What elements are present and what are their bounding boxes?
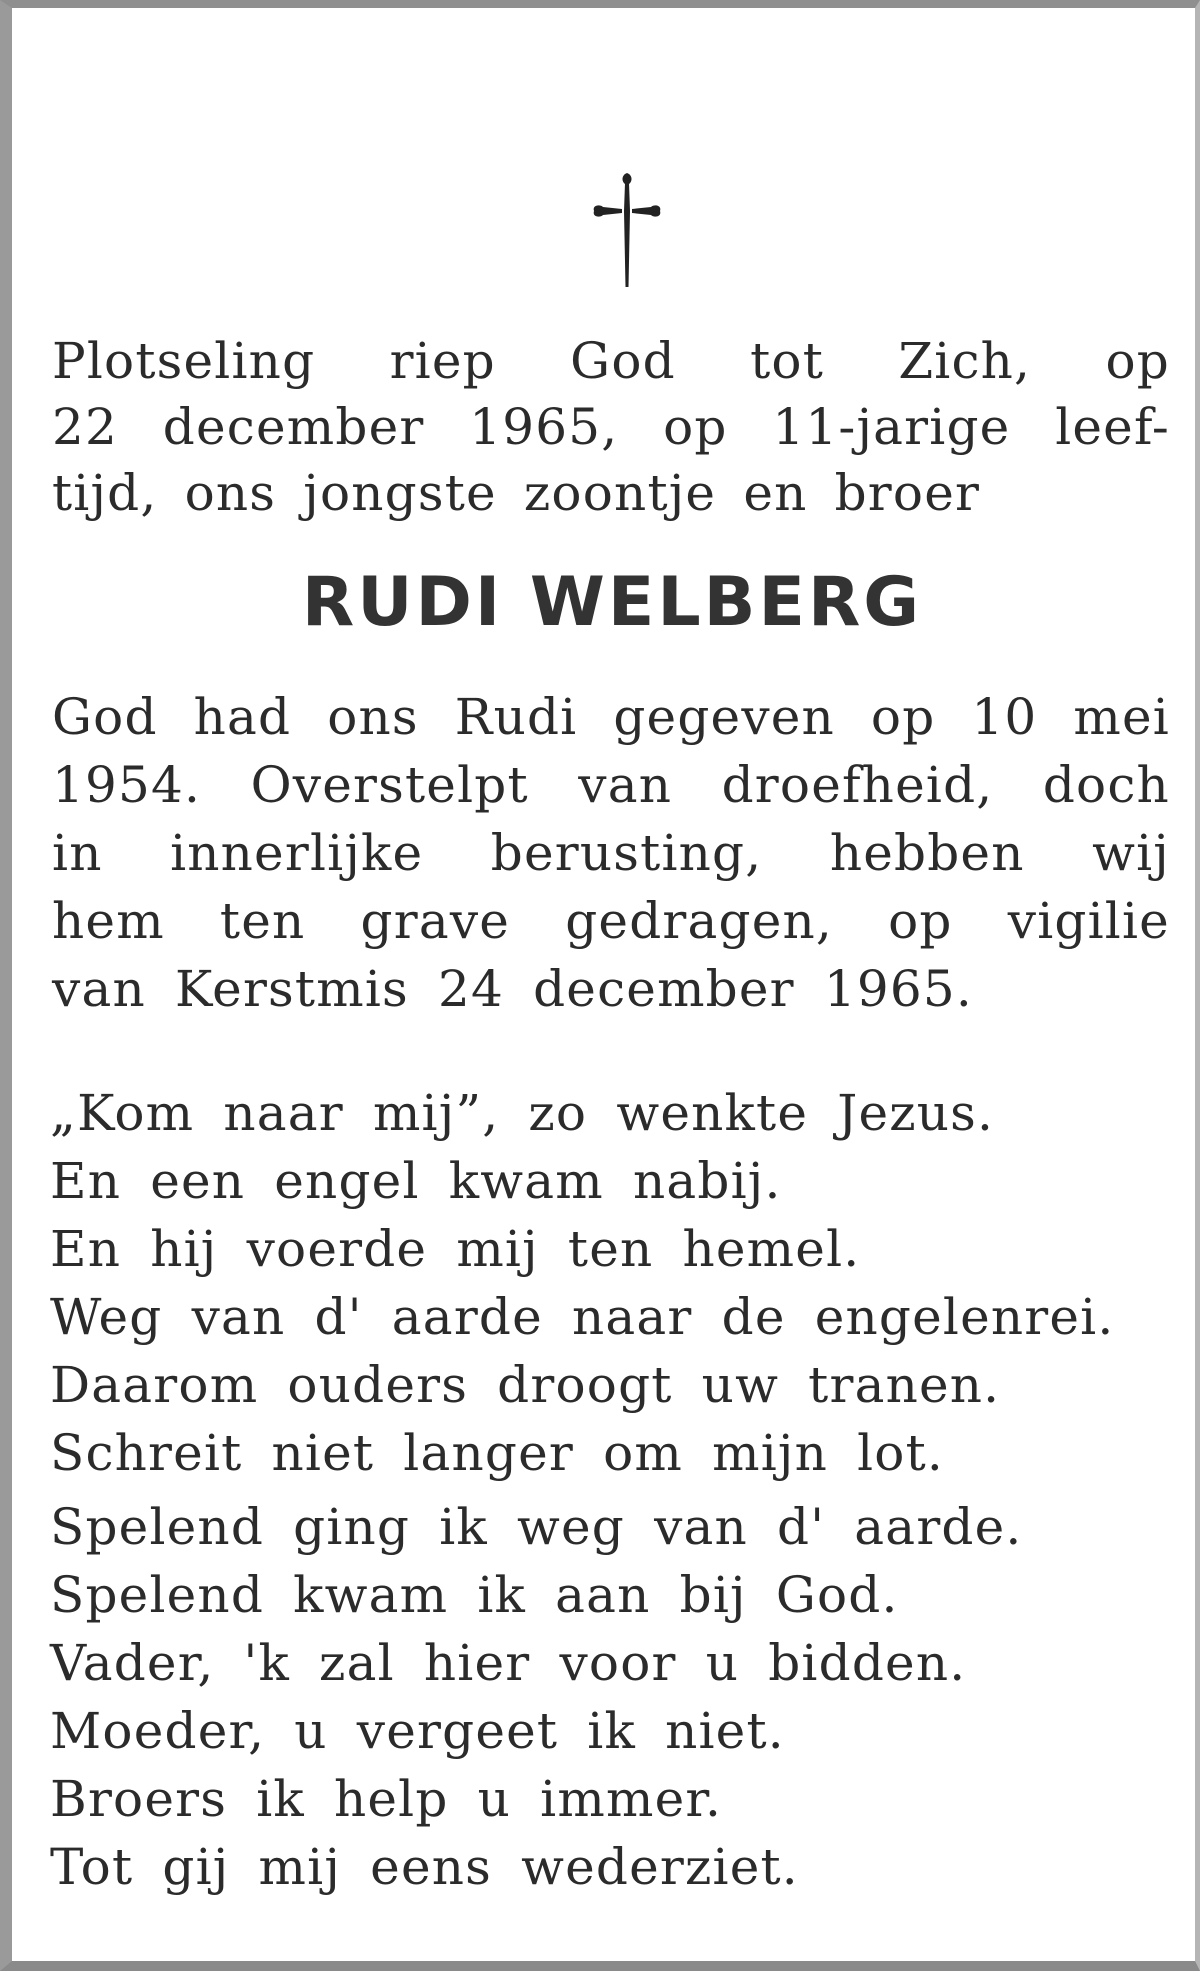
word: vigilie (1007, 892, 1170, 950)
word: van (578, 756, 673, 814)
details-line-2 (52, 752, 1170, 818)
word: december (162, 398, 425, 456)
poem-line: En hij voerde mij ten hemel. (50, 1220, 861, 1278)
word: op (870, 688, 936, 746)
word: ten (219, 892, 306, 950)
poem-line: „Kom naar mij”, zo wenkte Jezus. (50, 1084, 995, 1142)
announcement-line-3: tijd, ons jongste zoontje en broer (52, 464, 981, 522)
word: ons (327, 688, 419, 746)
word: innerlijke (170, 824, 424, 882)
word: in (52, 824, 103, 882)
poem-line: Daarom ouders droogt uw tranen. (50, 1356, 1001, 1414)
details-line-5: van Kerstmis 24 december 1965. (52, 960, 974, 1018)
word: gedragen, (565, 892, 834, 950)
poem-line: Spelend kwam ik aan bij God. (50, 1566, 899, 1624)
word: Zich, (898, 332, 1032, 390)
word: hem (52, 892, 165, 950)
word: 1954. (52, 756, 202, 814)
word: berusting, (490, 824, 763, 882)
word: riep (389, 332, 496, 390)
word: hebben (829, 824, 1025, 882)
word: 22 (52, 398, 119, 456)
poem-line: Broers ik help u immer. (50, 1770, 723, 1828)
word: op (1105, 332, 1170, 390)
word: droefheid, (721, 756, 994, 814)
details-line-3 (52, 820, 1170, 886)
poem-line: Weg van d' aarde naar de engelenrei. (50, 1288, 1115, 1346)
word: tot (750, 332, 825, 390)
word: Plotseling (52, 332, 316, 390)
word: leef- (1055, 398, 1170, 456)
word: doch (1042, 756, 1170, 814)
word: 11-jarige (772, 398, 1011, 456)
poem-line: Moeder, u vergeet ik niet. (50, 1702, 785, 1760)
word: gegeven (613, 688, 835, 746)
poem-line: Schreit niet langer om mijn lot. (50, 1424, 944, 1482)
word: Rudi (454, 688, 578, 746)
poem-line: Vader, 'k zal hier voor u bidden. (50, 1634, 967, 1692)
word: op (888, 892, 953, 950)
word: God (52, 688, 158, 746)
announcement-line-1 (52, 328, 1170, 394)
word: had (193, 688, 292, 746)
word: mei (1073, 688, 1170, 746)
word: grave (360, 892, 511, 950)
details-line-1 (52, 684, 1170, 750)
details-line-4 (52, 888, 1170, 954)
word: Overstelpt (250, 756, 529, 814)
poem-line: En een engel kwam nabij. (50, 1152, 782, 1210)
poem-line: Spelend ging ik weg van d' aarde. (50, 1498, 1023, 1556)
word: wij (1092, 824, 1170, 882)
poem-line: Tot gij mij eens wederziet. (50, 1838, 799, 1896)
deceased-name: RUDI WELBERG (301, 563, 923, 642)
word: 1965, (469, 398, 619, 456)
word: 10 (971, 688, 1038, 746)
word: op (663, 398, 728, 456)
cross-icon (590, 171, 664, 289)
announcement-line-2 (52, 394, 1170, 460)
word: God (570, 332, 676, 390)
